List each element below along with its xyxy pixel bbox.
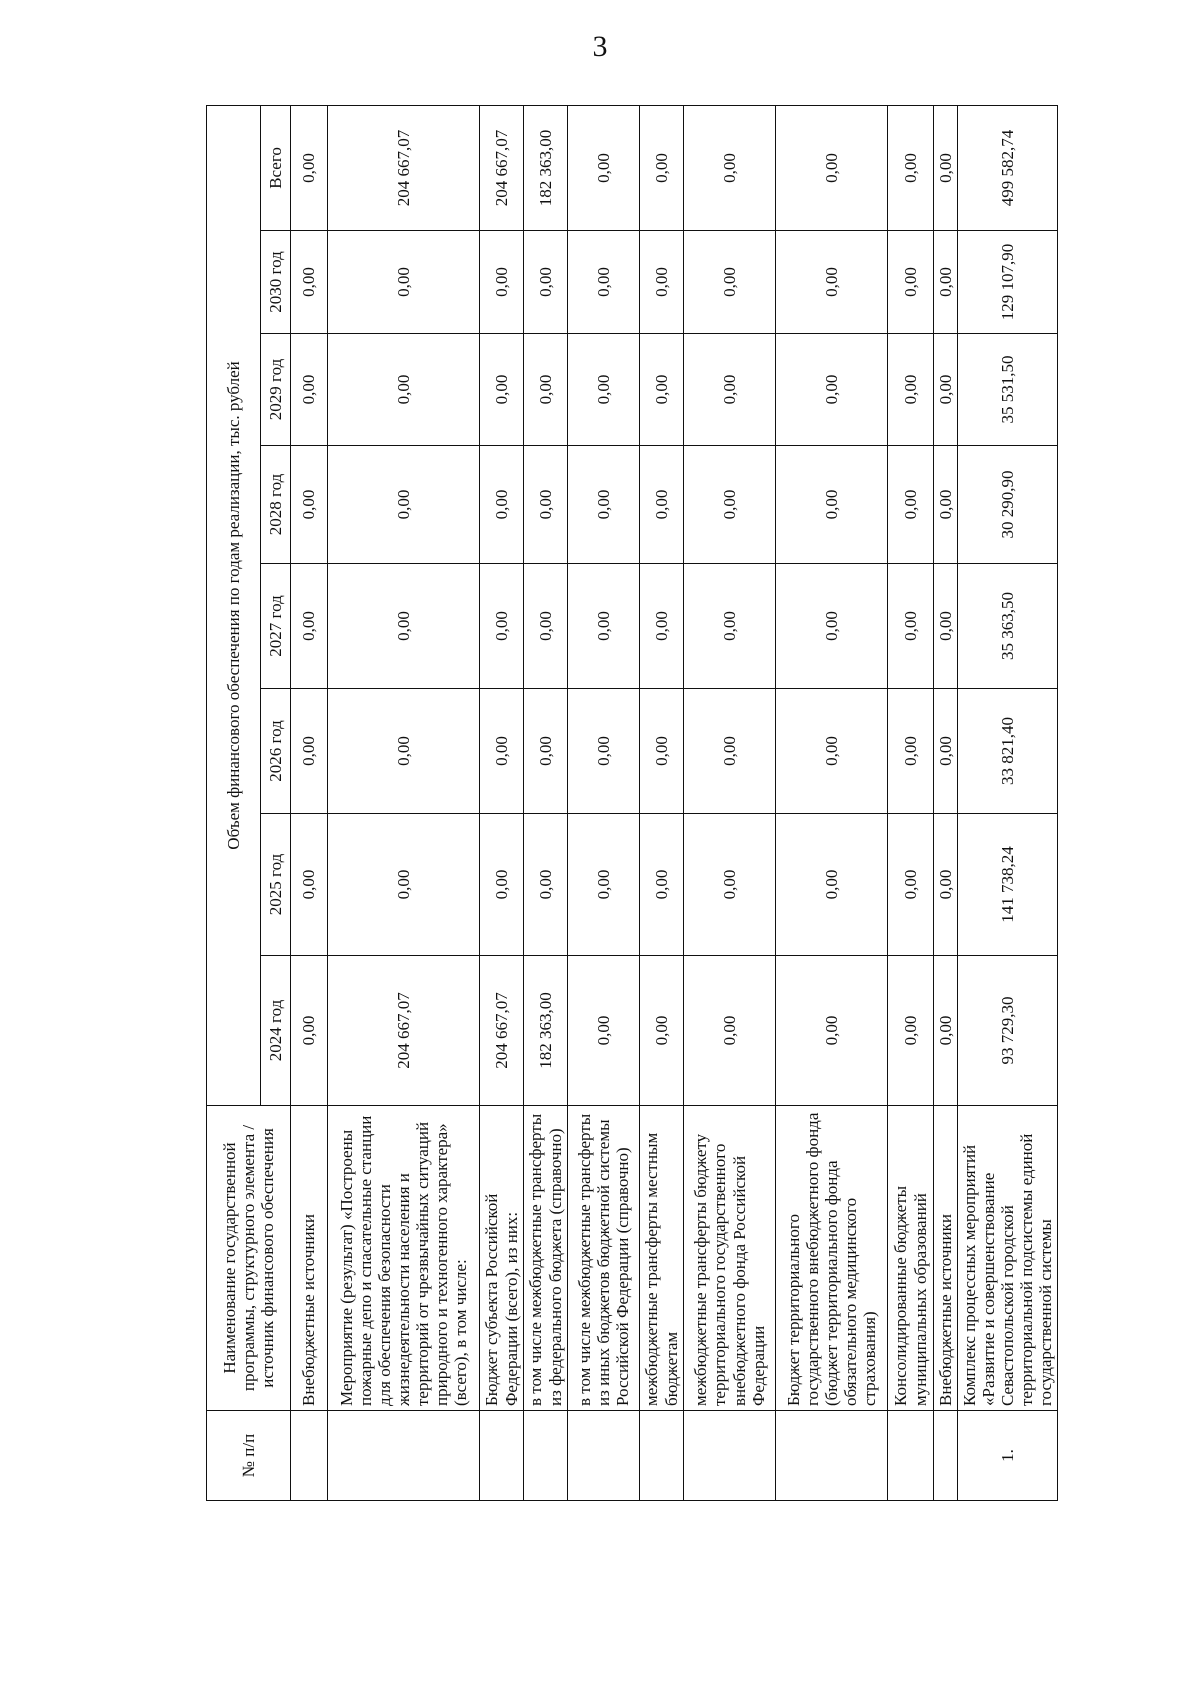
row-value: 0,00 xyxy=(684,814,776,956)
row-value: 0,00 xyxy=(934,814,958,956)
row-value: 0,00 xyxy=(291,956,328,1106)
table-row xyxy=(480,105,524,1500)
row-value: 0,00 xyxy=(640,689,684,814)
row-value: 0,00 xyxy=(934,334,958,446)
row-name: в том числе межбюджетные трансферты из иных бюджетов бюджетной системы Российской Федерации (справочно) xyxy=(568,1106,640,1411)
row-value: 0,00 xyxy=(776,564,888,689)
row-value: 0,00 xyxy=(684,564,776,689)
row-value: 0,00 xyxy=(888,814,934,956)
table-row xyxy=(291,105,328,1500)
row-name: Мероприятие (результат) «Построены пожарные депо и спасательные станции для обеспечения безопасности жизнедеятельности населения и территорий от чрезвычайных ситуаций природного и техногенного характера» (всего), в том числе: xyxy=(328,1106,480,1411)
row-value: 0,00 xyxy=(776,334,888,446)
row-value: 0,00 xyxy=(888,334,934,446)
row-value: 0,00 xyxy=(776,689,888,814)
row-value: 129 107,90 xyxy=(958,231,1058,334)
row-value: 93 729,30 xyxy=(958,956,1058,1106)
header-total: Всего xyxy=(261,105,291,230)
row-value: 0,00 xyxy=(934,231,958,334)
table-row xyxy=(888,105,934,1500)
row-value: 0,00 xyxy=(888,446,934,564)
header-name: Наименование государственной программы, структурного элемента / источник финансового обеспечения xyxy=(207,1106,291,1411)
page-number: 3 xyxy=(592,30,608,63)
row-value: 0,00 xyxy=(328,689,480,814)
row-value: 0,00 xyxy=(934,564,958,689)
header-year-2028: 2028 год xyxy=(261,446,291,564)
row-value: 35 363,50 xyxy=(958,564,1058,689)
row-value: 35 531,50 xyxy=(958,334,1058,446)
row-value: 0,00 xyxy=(640,814,684,956)
header-year-2030: 2030 год xyxy=(261,231,291,334)
row-num xyxy=(640,1411,684,1501)
row-value: 0,00 xyxy=(888,564,934,689)
financing-table-sheet xyxy=(206,106,1056,1501)
row-value: 499 582,74 xyxy=(958,105,1058,230)
row-value: 204 667,07 xyxy=(328,105,480,230)
row-value: 0,00 xyxy=(684,231,776,334)
row-name: межбюджетные трансферты местным бюджетам xyxy=(640,1106,684,1411)
row-value: 0,00 xyxy=(888,105,934,230)
row-value: 0,00 xyxy=(328,564,480,689)
row-name: Внебюджетные источники xyxy=(291,1106,328,1411)
row-value: 0,00 xyxy=(568,334,640,446)
table-row xyxy=(684,105,776,1500)
row-value: 0,00 xyxy=(480,814,524,956)
row-value: 182 363,00 xyxy=(524,956,568,1106)
row-value: 0,00 xyxy=(640,956,684,1106)
row-value: 0,00 xyxy=(640,231,684,334)
row-value: 0,00 xyxy=(888,689,934,814)
row-value: 0,00 xyxy=(776,956,888,1106)
row-value: 0,00 xyxy=(480,231,524,334)
row-num xyxy=(291,1411,328,1501)
row-value: 0,00 xyxy=(684,689,776,814)
row-name: Бюджет субъекта Российской Федерации (всего), из них: xyxy=(480,1106,524,1411)
header-year-2029: 2029 год xyxy=(261,334,291,446)
row-value: 0,00 xyxy=(568,956,640,1106)
row-value: 0,00 xyxy=(291,446,328,564)
row-value: 0,00 xyxy=(291,689,328,814)
row-num xyxy=(776,1411,888,1501)
row-value: 0,00 xyxy=(568,564,640,689)
row-value: 204 667,07 xyxy=(328,956,480,1106)
row-value: 0,00 xyxy=(568,231,640,334)
table-row xyxy=(524,105,568,1500)
row-value: 33 821,40 xyxy=(958,689,1058,814)
row-value: 0,00 xyxy=(776,105,888,230)
table-row xyxy=(776,105,888,1500)
table-row xyxy=(934,105,958,1500)
row-value: 0,00 xyxy=(776,231,888,334)
row-value: 0,00 xyxy=(684,105,776,230)
row-name: межбюджетные трансферты бюджету территориального государственного внебюджетного фонда Российской Федерации xyxy=(684,1106,776,1411)
row-value: 0,00 xyxy=(328,334,480,446)
row-value: 141 738,24 xyxy=(958,814,1058,956)
row-value: 0,00 xyxy=(934,105,958,230)
row-value: 0,00 xyxy=(684,446,776,564)
row-value: 0,00 xyxy=(568,105,640,230)
row-num xyxy=(524,1411,568,1501)
row-num xyxy=(568,1411,640,1501)
row-name: в том числе межбюджетные трансферты из федерального бюджета (справочно) xyxy=(524,1106,568,1411)
row-num xyxy=(328,1411,480,1501)
row-value: 0,00 xyxy=(328,814,480,956)
row-value: 0,00 xyxy=(291,814,328,956)
row-value: 0,00 xyxy=(776,446,888,564)
row-value: 0,00 xyxy=(640,446,684,564)
row-value: 0,00 xyxy=(934,689,958,814)
table-row xyxy=(958,105,1058,1500)
row-value: 0,00 xyxy=(291,564,328,689)
row-value: 0,00 xyxy=(480,689,524,814)
row-name: Бюджет территориального государственного внебюджетного фонда (бюджет территориального фонда обязательного медицинского страхования) xyxy=(776,1106,888,1411)
header-year-2027: 2027 год xyxy=(261,564,291,689)
row-value: 0,00 xyxy=(291,105,328,230)
row-value: 30 290,90 xyxy=(958,446,1058,564)
row-value: 0,00 xyxy=(684,956,776,1106)
row-value: 0,00 xyxy=(524,231,568,334)
header-volume: Объем финансового обеспечения по годам реализации, тыс. рублей xyxy=(207,105,261,1105)
row-name: Комплекс процессных мероприятий «Развитие и совершенствование Севастопольской городской территориальной подсистемы единой государственной системы xyxy=(958,1106,1058,1411)
row-value: 204 667,07 xyxy=(480,956,524,1106)
row-value: 0,00 xyxy=(524,689,568,814)
row-value: 0,00 xyxy=(524,564,568,689)
row-num xyxy=(480,1411,524,1501)
row-value: 0,00 xyxy=(328,446,480,564)
row-value: 0,00 xyxy=(480,334,524,446)
table-row xyxy=(328,105,480,1500)
row-value: 0,00 xyxy=(568,446,640,564)
row-value: 0,00 xyxy=(640,564,684,689)
row-value: 0,00 xyxy=(888,231,934,334)
row-value: 0,00 xyxy=(934,956,958,1106)
row-value: 0,00 xyxy=(480,446,524,564)
financing-table xyxy=(206,105,1058,1501)
table-row xyxy=(568,105,640,1500)
row-value: 0,00 xyxy=(640,334,684,446)
header-num: № п/п xyxy=(207,1411,291,1501)
row-value: 0,00 xyxy=(640,105,684,230)
row-value: 0,00 xyxy=(568,814,640,956)
row-value: 0,00 xyxy=(776,814,888,956)
row-name: Внебюджетные источники xyxy=(934,1106,958,1411)
table-row xyxy=(640,105,684,1500)
row-value: 0,00 xyxy=(524,334,568,446)
row-value: 0,00 xyxy=(568,689,640,814)
row-value: 0,00 xyxy=(934,446,958,564)
row-value: 0,00 xyxy=(524,814,568,956)
row-num xyxy=(684,1411,776,1501)
row-value: 0,00 xyxy=(291,231,328,334)
row-num: 1. xyxy=(958,1411,1058,1501)
row-value: 0,00 xyxy=(888,956,934,1106)
row-value: 0,00 xyxy=(291,334,328,446)
header-year-2026: 2026 год xyxy=(261,689,291,814)
header-year-2025: 2025 год xyxy=(261,814,291,956)
row-value: 0,00 xyxy=(524,446,568,564)
row-name: Консолидированные бюджеты муниципальных образований xyxy=(888,1106,934,1411)
row-value: 0,00 xyxy=(328,231,480,334)
row-num xyxy=(934,1411,958,1501)
row-value: 204 667,07 xyxy=(480,105,524,230)
row-value: 0,00 xyxy=(480,564,524,689)
row-value: 182 363,00 xyxy=(524,105,568,230)
header-year-2024: 2024 год xyxy=(261,956,291,1106)
row-value: 0,00 xyxy=(684,334,776,446)
row-num xyxy=(888,1411,934,1501)
